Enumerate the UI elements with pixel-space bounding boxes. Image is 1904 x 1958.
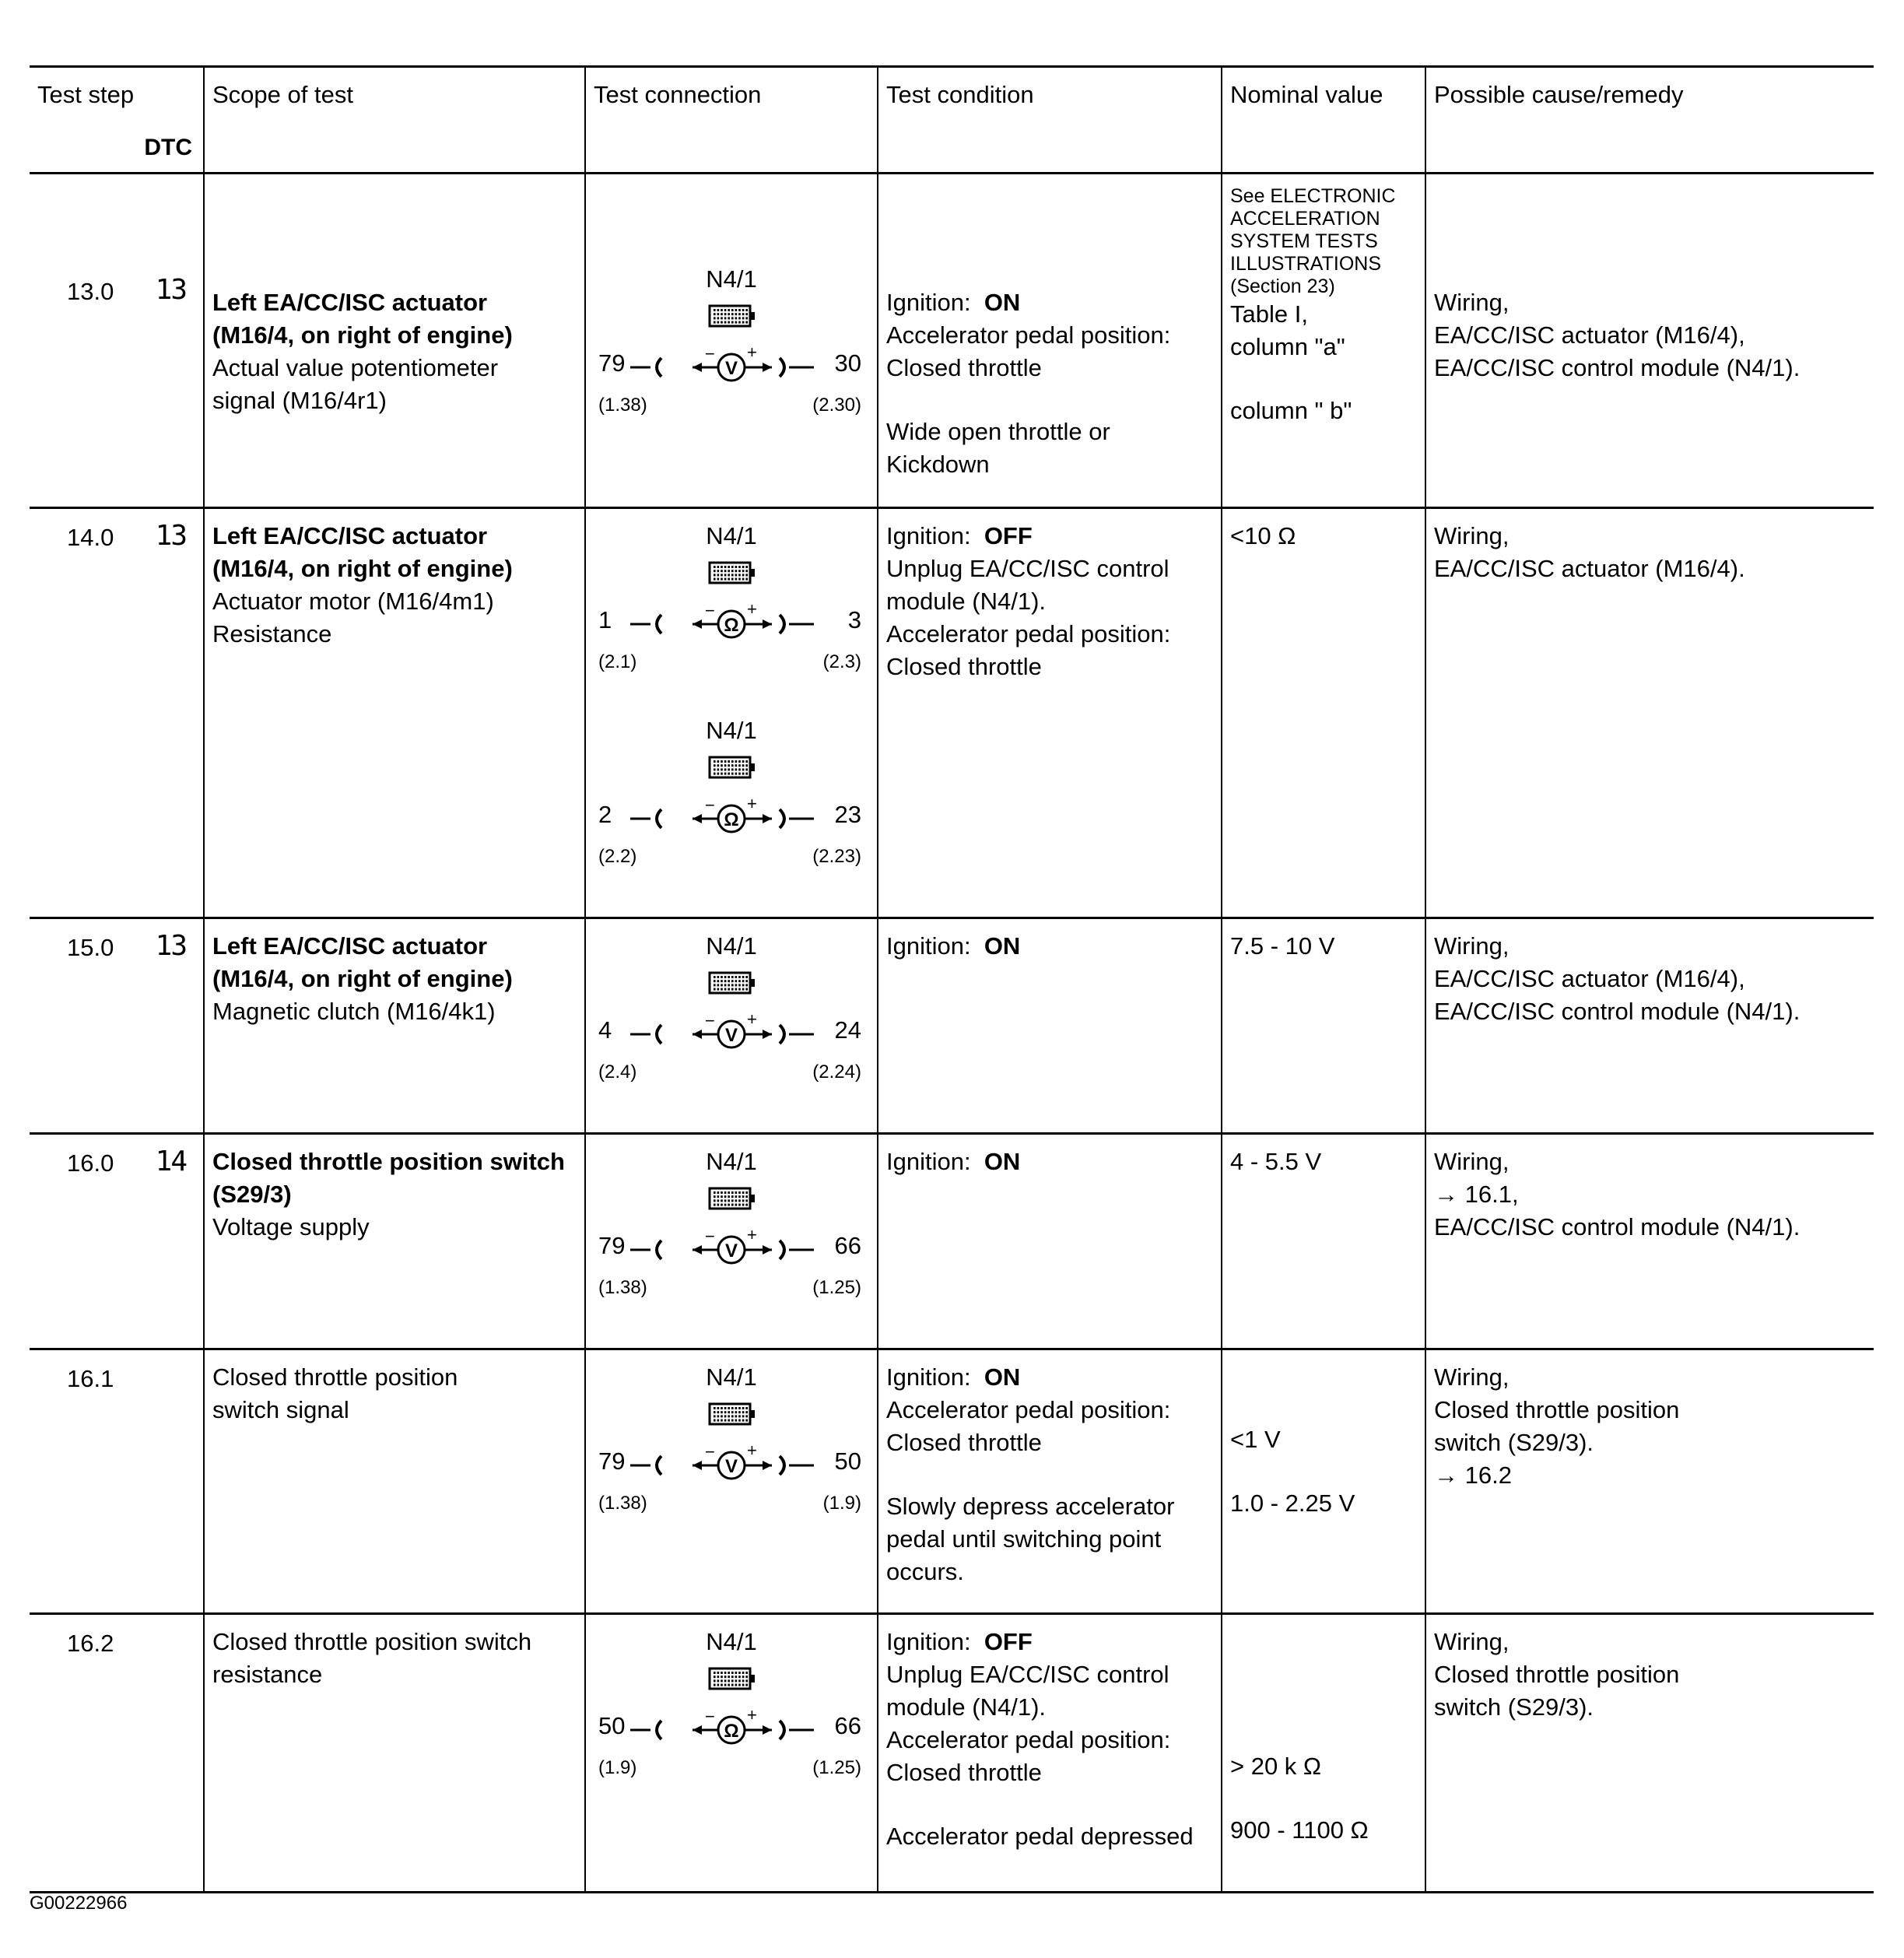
test-step-cell [30, 508, 204, 918]
pin-right-ref: (2.3) [822, 651, 861, 672]
ohmmeter-icon [630, 599, 833, 643]
nominal-value: column "a" [1230, 333, 1345, 360]
ignition-label: Ignition: [886, 1628, 971, 1655]
nominal-spacer [1230, 1688, 1417, 1719]
ignition-condition [886, 930, 1213, 963]
pin-right: 66 [834, 1712, 861, 1739]
module-label: N4/1 [706, 265, 757, 293]
nominal-spacer [1230, 1456, 1417, 1487]
condition-cell [878, 1614, 1222, 1893]
remedy-text: EA/CC/ISC control module (N4/1). [1434, 354, 1801, 381]
scope-description: Closed throttle position switch [212, 1628, 532, 1655]
pin-right-ref: (1.25) [812, 1277, 861, 1298]
module-label: N4/1 [706, 932, 757, 960]
remedy-text: Wiring, [1434, 932, 1510, 960]
condition-text: Accelerator pedal depressed [886, 1823, 1194, 1850]
condition-text: Unplug EA/CC/ISC control [886, 555, 1169, 582]
connector-module-icon [707, 560, 756, 587]
condition-cell [878, 1349, 1222, 1614]
nominal-cell [1222, 508, 1425, 918]
dtc-code: 13 [155, 930, 186, 962]
remedy-text: switch (S29/3). [1434, 1693, 1594, 1721]
svg-text:+: + [747, 1225, 757, 1244]
svg-text:−: − [705, 601, 715, 620]
scope-component: (M16/4, on right of engine) [212, 321, 513, 349]
meter-symbol: Ω [724, 1721, 739, 1742]
nominal-spacer [1230, 1626, 1417, 1657]
scope-cell [204, 1614, 585, 1893]
pin-left-ref: (2.4) [598, 1061, 637, 1083]
scope-cell [204, 1134, 585, 1349]
ignition-state: ON [984, 289, 1021, 316]
scope-description: switch signal [212, 1396, 349, 1423]
pin-right: 23 [834, 801, 861, 828]
nominal-spacer [1230, 1783, 1417, 1814]
pin-right: 3 [847, 606, 861, 633]
connector-module-icon [707, 970, 756, 997]
remedy-text: EA/CC/ISC actuator (M16/4). [1434, 555, 1745, 582]
pin-row [594, 342, 869, 383]
scope-description: resistance [212, 1661, 323, 1688]
test-table [30, 65, 1874, 1893]
condition-spacer [886, 384, 1213, 416]
pin-row [594, 1705, 869, 1746]
pin-left: 4 [598, 1016, 612, 1044]
pin-right: 30 [834, 349, 861, 377]
test-step-number: 16.2 [67, 1630, 114, 1657]
connection-cell [585, 918, 878, 1134]
connection-diagram [594, 930, 869, 1125]
pin-right: 24 [834, 1016, 861, 1044]
ignition-label: Ignition: [886, 522, 971, 549]
pin-left-ref: (2.1) [598, 651, 637, 672]
voltmeter-icon [630, 342, 833, 386]
scope-component: (M16/4, on right of engine) [212, 965, 513, 992]
nominal-reference: ACCELERATION [1230, 208, 1380, 230]
pin-row [594, 1440, 869, 1481]
module-label: N4/1 [706, 1148, 757, 1175]
connection-cell [585, 508, 878, 918]
condition-text: Wide open throttle or [886, 418, 1110, 445]
nominal-value: > 20 k Ω [1230, 1753, 1322, 1780]
scope-cell [204, 174, 585, 508]
condition-text: pedal until switching point [886, 1525, 1162, 1553]
voltmeter-icon [630, 1225, 833, 1268]
ignition-label: Ignition: [886, 1148, 971, 1175]
pin-row [594, 794, 869, 834]
remedy-text: Closed throttle position [1434, 1396, 1680, 1423]
meter-symbol: V [724, 1240, 738, 1261]
nominal-cell [1222, 918, 1425, 1134]
condition-text: Closed throttle [886, 354, 1042, 381]
nominal-value: Table I, [1230, 300, 1308, 328]
ignition-label: Ignition: [886, 932, 971, 960]
pin-right: 66 [834, 1232, 861, 1259]
ignition-condition [886, 286, 1213, 319]
connector-module-icon [707, 755, 756, 781]
ignition-state: OFF [984, 522, 1033, 549]
test-step-cell [30, 1349, 204, 1614]
scope-cell [204, 508, 585, 918]
svg-text:+: + [747, 1440, 757, 1460]
connection-diagram [594, 1626, 869, 1820]
nominal-spacer [1230, 363, 1417, 395]
remedy-text: EA/CC/ISC actuator (M16/4), [1434, 321, 1745, 349]
remedy-text: Wiring, [1434, 1148, 1510, 1175]
connection-cell [585, 1134, 878, 1349]
table-row [30, 1349, 1874, 1614]
connection-diagram [594, 263, 869, 458]
test-step-cell [30, 174, 204, 508]
condition-cell [878, 174, 1222, 508]
pin-row [594, 599, 869, 640]
condition-text: Unplug EA/CC/ISC control [886, 1661, 1169, 1688]
remedy-cell [1425, 174, 1874, 508]
connection-cell [585, 1349, 878, 1614]
condition-cell [878, 508, 1222, 918]
nominal-reference: See ELECTRONIC [1230, 185, 1396, 207]
condition-text: module (N4/1). [886, 588, 1047, 615]
table-row [30, 1134, 1874, 1349]
connection-diagram [594, 520, 869, 714]
svg-text:−: − [705, 1442, 715, 1461]
remedy-cell [1425, 508, 1874, 918]
svg-text:+: + [747, 1705, 757, 1725]
connection-diagram [594, 714, 869, 909]
remedy-text: → 16.2 [1434, 1461, 1512, 1489]
header-remedy: Possible cause/remedy [1425, 67, 1874, 174]
scope-cell [204, 1349, 585, 1614]
meter-symbol: V [724, 1456, 738, 1477]
ignition-state: ON [984, 932, 1021, 960]
ignition-condition [886, 1146, 1213, 1178]
condition-text: Closed throttle [886, 1429, 1042, 1456]
table-body [30, 174, 1874, 1893]
module-label: N4/1 [706, 1363, 757, 1391]
scope-description: Closed throttle position [212, 1363, 458, 1391]
scope-component: Left EA/CC/ISC actuator [212, 522, 488, 549]
connection-diagram [594, 1361, 869, 1556]
test-table-sheet [30, 65, 1874, 1893]
ohmmeter-icon [630, 794, 833, 837]
pin-left-ref: (1.38) [598, 1493, 647, 1514]
condition-text: Kickdown [886, 451, 990, 478]
condition-spacer [886, 1459, 1213, 1490]
svg-text:+: + [747, 794, 757, 813]
module-label: N4/1 [706, 717, 757, 744]
header-dtc-label: DTC [144, 135, 192, 160]
remedy-text: → 16.1, [1434, 1181, 1519, 1208]
svg-text:+: + [747, 342, 757, 362]
nominal-spacer [1230, 1392, 1417, 1423]
pin-right-ref: (2.30) [812, 395, 861, 416]
connection-cell [585, 174, 878, 508]
table-row [30, 1614, 1874, 1893]
test-step-cell [30, 1614, 204, 1893]
scope-cell [204, 918, 585, 1134]
meter-symbol: Ω [724, 809, 739, 830]
svg-text:+: + [747, 599, 757, 619]
ignition-label: Ignition: [886, 1363, 971, 1391]
module-label: N4/1 [706, 522, 757, 549]
test-step-number: 14.0 [67, 524, 114, 551]
condition-cell [878, 918, 1222, 1134]
test-step-cell [30, 918, 204, 1134]
ignition-state: ON [984, 1363, 1021, 1391]
voltmeter-icon [630, 1440, 833, 1484]
header-nominal: Nominal value [1222, 67, 1425, 174]
scope-description: Voltage supply [212, 1213, 370, 1240]
pin-right-ref: (1.9) [822, 1493, 861, 1514]
remedy-text: Wiring, [1434, 289, 1510, 316]
meter-symbol: V [724, 358, 738, 379]
pin-row [594, 1009, 869, 1050]
meter-symbol: Ω [724, 615, 739, 636]
remedy-cell [1425, 1349, 1874, 1614]
remedy-text: switch (S29/3). [1434, 1429, 1594, 1456]
condition-text: Closed throttle [886, 1759, 1042, 1786]
meter-symbol: V [724, 1025, 738, 1046]
test-step-cell [30, 1134, 204, 1349]
header-row [30, 67, 1874, 174]
scope-component: Left EA/CC/ISC actuator [212, 289, 488, 316]
condition-spacer [886, 1789, 1213, 1820]
scope-component: (S29/3) [212, 1181, 292, 1208]
nominal-value: column " b" [1230, 397, 1352, 424]
scope-description: Magnetic clutch (M16/4k1) [212, 998, 496, 1025]
pin-left: 1 [598, 606, 612, 633]
nominal-value: <1 V [1230, 1426, 1281, 1453]
nominal-value: 4 - 5.5 V [1230, 1148, 1322, 1175]
header-test-step-label: Test step [37, 81, 135, 108]
condition-text: Slowly depress accelerator [886, 1493, 1175, 1520]
header-condition: Test condition [878, 67, 1222, 174]
pin-left-ref: (1.38) [598, 1277, 647, 1298]
nominal-reference: ILLUSTRATIONS [1230, 253, 1382, 275]
nominal-value: <10 Ω [1230, 522, 1296, 549]
svg-text:+: + [747, 1009, 757, 1029]
pin-left: 79 [598, 1447, 626, 1475]
module-label: N4/1 [706, 1628, 757, 1655]
ignition-label: Ignition: [886, 289, 971, 316]
nominal-cell [1222, 1349, 1425, 1614]
pin-row [594, 1225, 869, 1265]
pin-right-ref: (1.25) [812, 1757, 861, 1778]
condition-text: Closed throttle [886, 653, 1042, 680]
nominal-cell [1222, 1614, 1425, 1893]
test-step-number: 16.0 [67, 1149, 114, 1177]
pin-right-ref: (2.24) [812, 1061, 861, 1083]
pin-left: 2 [598, 801, 612, 828]
condition-text: occurs. [886, 1558, 964, 1585]
dtc-code: 13 [155, 274, 186, 306]
connection-cell [585, 1614, 878, 1893]
scope-description: signal (M16/4r1) [212, 387, 387, 414]
connector-module-icon [707, 1402, 756, 1428]
remedy-text: EA/CC/ISC actuator (M16/4), [1434, 965, 1745, 992]
svg-text:−: − [705, 1707, 715, 1726]
nominal-cell [1222, 1134, 1425, 1349]
scope-component: Left EA/CC/ISC actuator [212, 932, 488, 960]
figure-code: G00222966 [30, 1893, 128, 1914]
remedy-text: Wiring, [1434, 1363, 1510, 1391]
ignition-condition [886, 520, 1213, 553]
connection-diagram [594, 1146, 869, 1340]
dtc-code: 13 [155, 520, 186, 552]
nominal-reference: (Section 23) [1230, 275, 1335, 297]
remedy-cell [1425, 1614, 1874, 1893]
pin-left: 79 [598, 1232, 626, 1259]
svg-text:−: − [705, 795, 715, 815]
condition-text: module (N4/1). [886, 1693, 1047, 1721]
remedy-cell [1425, 1134, 1874, 1349]
remedy-text: EA/CC/ISC control module (N4/1). [1434, 998, 1801, 1025]
nominal-reference: SYSTEM TESTS [1230, 230, 1378, 252]
header-connection: Test connection [585, 67, 878, 174]
header-scope: Scope of test [204, 67, 585, 174]
remedy-cell [1425, 918, 1874, 1134]
ohmmeter-icon [630, 1705, 833, 1749]
header-test-step [30, 67, 204, 174]
ignition-condition [886, 1626, 1213, 1658]
svg-text:−: − [705, 1011, 715, 1030]
scope-description: Actuator motor (M16/4m1) [212, 588, 494, 615]
svg-text:−: − [705, 344, 715, 363]
nominal-value: 900 - 1100 Ω [1230, 1816, 1369, 1844]
voltmeter-icon [630, 1009, 833, 1053]
pin-left-ref: (1.9) [598, 1757, 637, 1778]
connector-module-icon [707, 1666, 756, 1693]
ignition-condition [886, 1361, 1213, 1394]
table-row [30, 508, 1874, 918]
test-step-number: 13.0 [67, 278, 114, 305]
condition-text: Accelerator pedal position: [886, 620, 1171, 647]
nominal-cell [1222, 174, 1425, 508]
nominal-spacer [1230, 1657, 1417, 1688]
nominal-spacer [1230, 1361, 1417, 1392]
scope-component: Closed throttle position switch [212, 1148, 565, 1175]
condition-text: Accelerator pedal position: [886, 321, 1171, 349]
remedy-text: Closed throttle position [1434, 1661, 1680, 1688]
connector-module-icon [707, 304, 756, 330]
ignition-state: OFF [984, 1628, 1033, 1655]
test-step-number: 16.1 [67, 1365, 114, 1392]
remedy-text: EA/CC/ISC control module (N4/1). [1434, 1213, 1801, 1240]
scope-component: (M16/4, on right of engine) [212, 555, 513, 582]
pin-right-ref: (2.23) [812, 846, 861, 867]
remedy-text: Wiring, [1434, 522, 1510, 549]
pin-left-ref: (2.2) [598, 846, 637, 867]
nominal-value: 1.0 - 2.25 V [1230, 1490, 1355, 1517]
nominal-spacer [1230, 1719, 1417, 1750]
pin-left: 79 [598, 349, 626, 377]
condition-text: Accelerator pedal position: [886, 1726, 1171, 1753]
nominal-value: 7.5 - 10 V [1230, 932, 1335, 960]
scope-description: Resistance [212, 620, 332, 647]
pin-left-ref: (1.38) [598, 395, 647, 416]
svg-text:−: − [705, 1226, 715, 1246]
scope-description: Actual value potentiometer [212, 354, 499, 381]
table-row [30, 918, 1874, 1134]
condition-cell [878, 1134, 1222, 1349]
condition-text: Accelerator pedal position: [886, 1396, 1171, 1423]
test-step-number: 15.0 [67, 934, 114, 961]
dtc-code: 14 [155, 1146, 186, 1177]
connector-module-icon [707, 1186, 756, 1212]
table-row [30, 174, 1874, 508]
remedy-text: Wiring, [1434, 1628, 1510, 1655]
ignition-state: ON [984, 1148, 1021, 1175]
pin-right: 50 [834, 1447, 861, 1475]
pin-left: 50 [598, 1712, 626, 1739]
